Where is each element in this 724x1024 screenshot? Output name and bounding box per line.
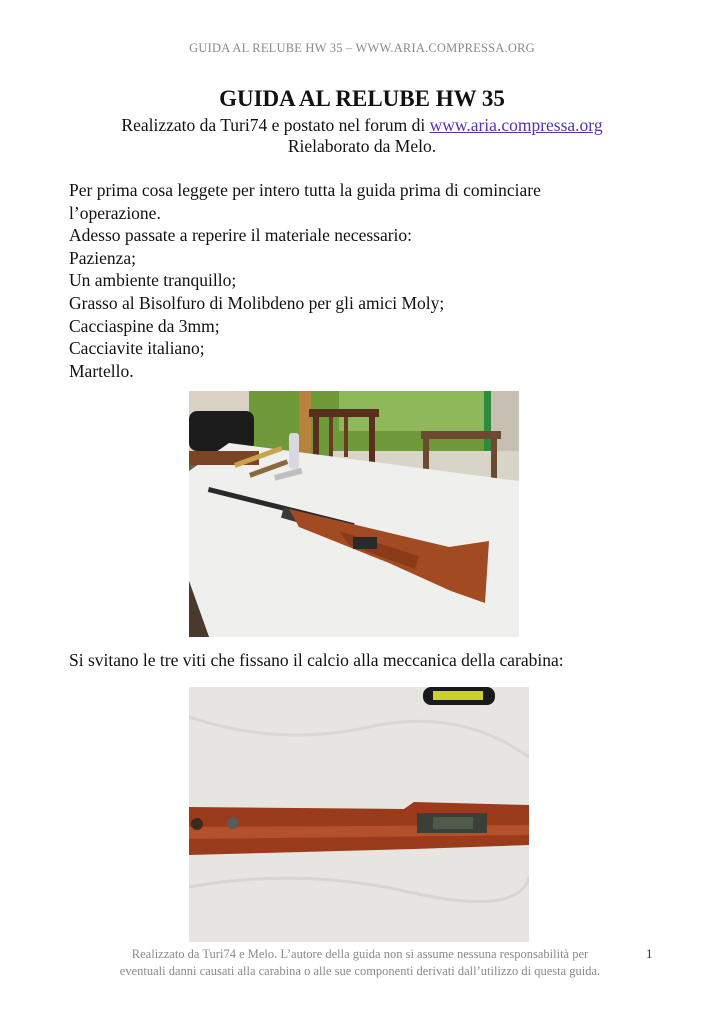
author-line (0, 115, 724, 136)
forum-link[interactable]: www.aria.compressa.org (429, 115, 603, 135)
intro-text (69, 179, 669, 382)
footer-line-2: eventuali danni causati alla carabina o alle sue componenti derivati dall’utilizzo di questa guida. (119, 964, 601, 978)
subtitle-block (0, 115, 724, 157)
material-item: Cacciavite italiano; (69, 338, 205, 359)
intro-line-2: l’operazione. (69, 202, 161, 223)
document-title: GUIDA AL RELUBE HW 35 (219, 86, 505, 111)
running-header: GUIDA AL RELUBE HW 35 – WWW.ARIA.COMPRESSA.ORG (189, 41, 535, 55)
intro-line-3: Adesso passate a reperire il materiale necessario: (69, 225, 413, 246)
intro-line-1: Per prima cosa leggete per intero tutta la guida prima di cominciare (69, 180, 541, 200)
reworked-line: Rielaborato da Melo. (287, 136, 437, 156)
material-item: Un ambiente tranquillo; (69, 270, 237, 291)
material-item: Cacciaspine da 3mm; (69, 315, 220, 336)
author-text: Realizzato da Turi74 e postato nel forum di (121, 115, 430, 135)
photo-rifle-on-table (189, 391, 519, 637)
footer-line-1: Realizzato da Turi74 e Melo. L’autore della guida non si assume nessuna responsabilità per (131, 947, 589, 961)
footer-disclaimer (60, 946, 660, 980)
material-item: Pazienza; (69, 247, 137, 268)
material-item: Grasso al Bisolfuro di Molibdeno per gli amici Moly; (69, 292, 445, 313)
step-caption: Si svitano le tre viti che fissano il calcio alla meccanica della carabina: (69, 650, 564, 670)
photo-stock-screws (189, 687, 529, 942)
material-item: Martello. (69, 360, 134, 381)
page-number: 1 (646, 946, 653, 961)
